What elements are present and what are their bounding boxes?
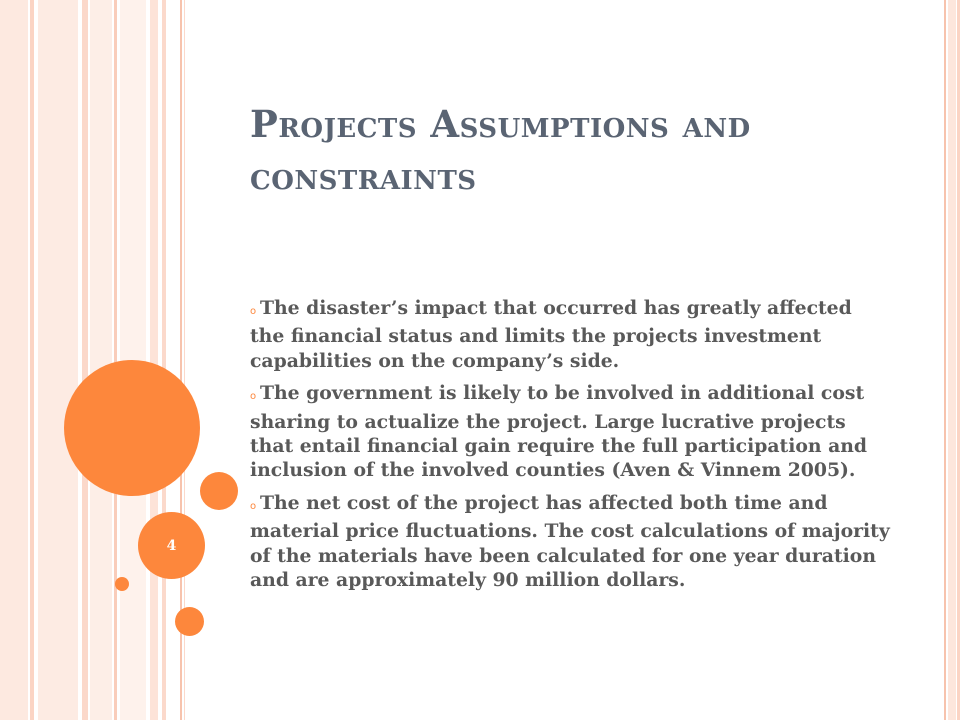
bullet-icon: o (250, 391, 257, 403)
bullet-icon: o (250, 306, 257, 317)
bullet-item (250, 381, 890, 483)
decor-stripe (150, 0, 158, 720)
decor-circle-medium (175, 607, 204, 636)
decor-stripe (90, 0, 112, 720)
decor-stripe (0, 0, 28, 720)
bullet-item (250, 296, 890, 373)
bullet-text: The disaster’s impact that occurred has greatly affected the financial status and limits the projects investment capabilities on the company’s side. (250, 297, 852, 372)
bullet-item (250, 491, 890, 593)
decor-stripe (38, 0, 78, 720)
bullet-list (250, 296, 890, 600)
bullet-icon: o (250, 500, 257, 512)
decor-stripe (944, 0, 946, 720)
bullet-text: The net cost of the project has affected both time and material price fluctuations. The cost calculations of majority of the materials have been calculated for one year duration and are approximately 90 million dollars. (250, 491, 890, 592)
decor-stripe (30, 0, 34, 720)
decor-stripe (82, 0, 88, 720)
slide-number: 4 (138, 512, 205, 579)
decor-stripe (162, 0, 166, 720)
slide-title: Projects Assumptions and constraints (250, 102, 751, 198)
decor-stripe (114, 0, 117, 720)
decor-stripe (948, 0, 956, 720)
decor-circle-small (115, 577, 129, 591)
decor-circle-large (64, 360, 200, 496)
bullet-text: The government is likely to be involved in additional cost sharing to actualize the project. Large lucrative projects that entail financial gain require the full participation and inclusion of the involved counties (Aven & Vinnem 2005). (250, 382, 868, 482)
decor-circle-medium (200, 472, 238, 510)
